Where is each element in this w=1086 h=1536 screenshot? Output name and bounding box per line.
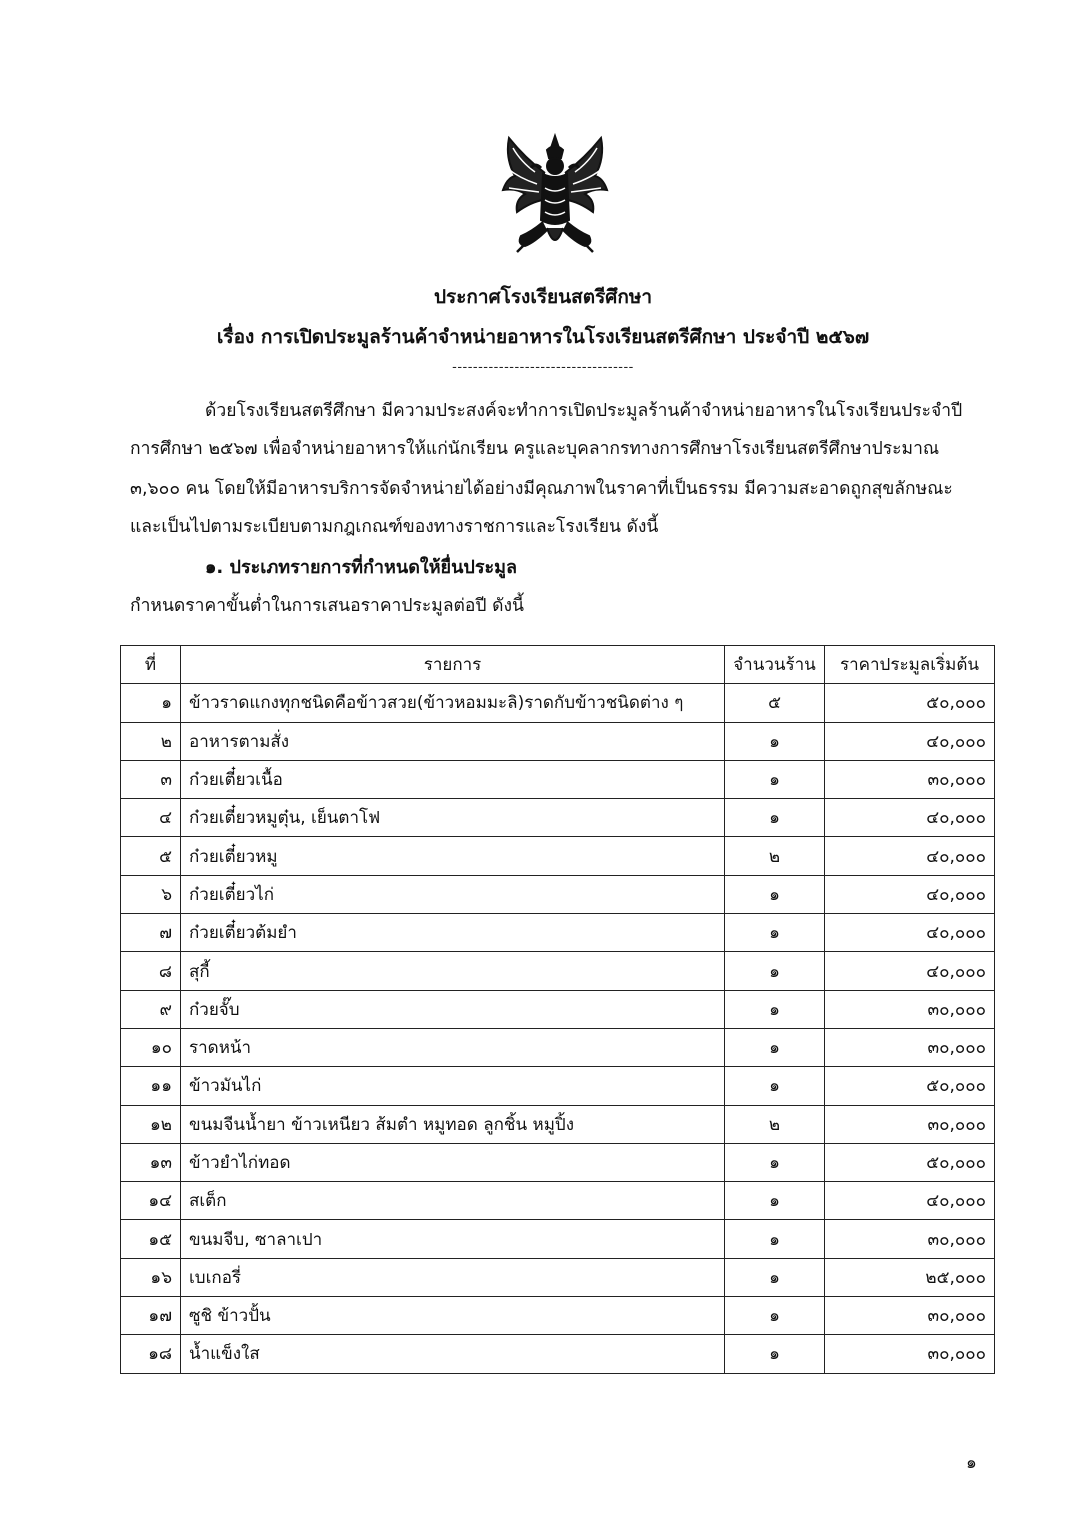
table-row — [121, 1297, 995, 1335]
item-name: ก๋วยเตี๋ยวหมูตุ๋น, เย็นตาโฟ — [181, 799, 725, 837]
table-row — [121, 684, 995, 722]
item-name: อาหารตามสั่ง — [181, 722, 725, 760]
item-name: ก๋วยเตี๋ยวต้มยำ — [181, 914, 725, 952]
shop-count: ๑ — [725, 1143, 825, 1181]
start-price: ๕๐,๐๐๐ — [825, 684, 995, 722]
row-number: ๘ — [121, 952, 181, 990]
shop-count: ๑ — [725, 1220, 825, 1258]
row-number: ๒ — [121, 722, 181, 760]
item-name: น้ำแข็งใส — [181, 1335, 725, 1373]
table-row — [121, 952, 995, 990]
paragraph-line: และเป็นไปตามระเบียบตามกฎเกณฑ์ของทางราชการและโรงเรียน ดังนี้ — [130, 517, 659, 537]
shop-count: ๑ — [725, 1335, 825, 1373]
start-price: ๔๐,๐๐๐ — [825, 1182, 995, 1220]
row-number: ๕ — [121, 837, 181, 875]
row-number: ๗ — [121, 914, 181, 952]
table-row — [121, 1220, 995, 1258]
header-no: ที่ — [121, 646, 181, 684]
paragraph-line: ๓,๖๐๐ คน โดยให้มีอาหารบริการจัดจำหน่ายได้อย่างมีคุณภาพในราคาที่เป็นธรรม มีความสะอาดถูกสุขลักษณะ — [130, 479, 953, 499]
table-row — [121, 799, 995, 837]
start-price: ๕๐,๐๐๐ — [825, 1067, 995, 1105]
shop-count: ๑ — [725, 952, 825, 990]
start-price: ๓๐,๐๐๐ — [825, 1028, 995, 1066]
shop-count: ๑ — [725, 760, 825, 798]
table-row — [121, 990, 995, 1028]
row-number: ๑๗ — [121, 1297, 181, 1335]
table-row — [121, 760, 995, 798]
start-price: ๒๕,๐๐๐ — [825, 1258, 995, 1296]
item-name: ซูชิ ข้าวปั้น — [181, 1297, 725, 1335]
item-name: ข้าวราดแกงทุกชนิดคือข้าวสวย(ข้าวหอมมะลิ)ราดกับข้าวชนิดต่าง ๆ — [181, 684, 725, 722]
shop-count: ๑ — [725, 875, 825, 913]
shop-count: ๑ — [725, 990, 825, 1028]
table-row — [121, 914, 995, 952]
table-row — [121, 837, 995, 875]
row-number: ๑๕ — [121, 1220, 181, 1258]
table-row — [121, 1105, 995, 1143]
shop-count: ๑ — [725, 1297, 825, 1335]
row-number: ๑ — [121, 684, 181, 722]
items-table — [120, 645, 995, 1374]
paragraph-line: การศึกษา ๒๕๖๗ เพื่อจำหน่ายอาหารให้แก่นักเรียน ครูและบุคลากรทางการศึกษาโรงเรียนสตรีศึกษาประมาณ — [130, 439, 940, 459]
item-name: ก๋วยจั๊บ — [181, 990, 725, 1028]
row-number: ๙ — [121, 990, 181, 1028]
table-row — [121, 722, 995, 760]
item-name: สเต็ก — [181, 1182, 725, 1220]
shop-count: ๑ — [725, 1182, 825, 1220]
row-number: ๑๐ — [121, 1028, 181, 1066]
row-number: ๑๑ — [121, 1067, 181, 1105]
shop-count: ๒ — [725, 1105, 825, 1143]
row-number: ๑๒ — [121, 1105, 181, 1143]
table-row — [121, 1258, 995, 1296]
shop-count: ๑ — [725, 1258, 825, 1296]
shop-count: ๑ — [725, 1067, 825, 1105]
header-shop-count: จำนวนร้าน — [725, 646, 825, 684]
table-row — [121, 875, 995, 913]
section-text: กำหนดราคาขั้นต่ำในการเสนอราคาประมูลต่อปี ดังนี้ — [130, 596, 524, 616]
row-number: ๖ — [121, 875, 181, 913]
start-price: ๓๐,๐๐๐ — [825, 1335, 995, 1373]
shop-count: ๑ — [725, 914, 825, 952]
start-price: ๔๐,๐๐๐ — [825, 952, 995, 990]
separator-line: ----------------------------------- — [452, 360, 634, 375]
start-price: ๔๐,๐๐๐ — [825, 914, 995, 952]
shop-count: ๒ — [725, 837, 825, 875]
start-price: ๕๐,๐๐๐ — [825, 1143, 995, 1181]
table-row — [121, 1028, 995, 1066]
table-row — [121, 1335, 995, 1373]
item-name: ข้าวมันไก่ — [181, 1067, 725, 1105]
start-price: ๔๐,๐๐๐ — [825, 875, 995, 913]
shop-count: ๑ — [725, 799, 825, 837]
item-name: เบเกอรี่ — [181, 1258, 725, 1296]
row-number: ๑๖ — [121, 1258, 181, 1296]
item-name: ก๋วยเตี๋ยวหมู — [181, 837, 725, 875]
row-number: ๑๓ — [121, 1143, 181, 1181]
item-name: ข้าวยำไก่ทอด — [181, 1143, 725, 1181]
start-price: ๓๐,๐๐๐ — [825, 1297, 995, 1335]
item-name: ก๋วยเตี๋ยวไก่ — [181, 875, 725, 913]
start-price: ๔๐,๐๐๐ — [825, 837, 995, 875]
page-number: ๑ — [966, 1453, 977, 1473]
shop-count: ๑ — [725, 722, 825, 760]
table-row — [121, 1182, 995, 1220]
item-name: ขนมจีบ, ซาลาเปา — [181, 1220, 725, 1258]
row-number: ๑๔ — [121, 1182, 181, 1220]
item-name: ราดหน้า — [181, 1028, 725, 1066]
row-number: ๔ — [121, 799, 181, 837]
row-number: ๓ — [121, 760, 181, 798]
shop-count: ๕ — [725, 684, 825, 722]
item-name: สุกี้ — [181, 952, 725, 990]
table-row — [121, 1067, 995, 1105]
shop-count: ๑ — [725, 1028, 825, 1066]
section-heading: ๑. ประเภทรายการที่กำหนดให้ยื่นประมูล — [205, 557, 518, 578]
header-item: รายการ — [181, 646, 725, 684]
start-price: ๓๐,๐๐๐ — [825, 990, 995, 1028]
start-price: ๔๐,๐๐๐ — [825, 799, 995, 837]
header-start-price: ราคาประมูลเริ่มต้น — [825, 646, 995, 684]
row-number: ๑๘ — [121, 1335, 181, 1373]
table-header-row — [121, 646, 995, 684]
table-row — [121, 1143, 995, 1181]
start-price: ๓๐,๐๐๐ — [825, 1220, 995, 1258]
item-name: ขนมจีนน้ำยา ข้าวเหนียว ส้มตำ หมูทอด ลูกชิ้น หมูปิ้ง — [181, 1105, 725, 1143]
item-name: ก๋วยเตี๋ยวเนื้อ — [181, 760, 725, 798]
garuda-emblem-icon — [495, 128, 615, 258]
start-price: ๓๐,๐๐๐ — [825, 1105, 995, 1143]
announcement-title: ประกาศโรงเรียนสตรีศึกษา — [433, 286, 653, 308]
paragraph-line: ด้วยโรงเรียนสตรีศึกษา มีความประสงค์จะทำการเปิดประมูลร้านค้าจำหน่ายอาหารในโรงเรียนประจำปี — [205, 401, 963, 421]
start-price: ๔๐,๐๐๐ — [825, 722, 995, 760]
announcement-subject: เรื่อง การเปิดประมูลร้านค้าจำหน่ายอาหารในโรงเรียนสตรีศึกษา ประจำปี ๒๕๖๗ — [216, 326, 870, 348]
start-price: ๓๐,๐๐๐ — [825, 760, 995, 798]
